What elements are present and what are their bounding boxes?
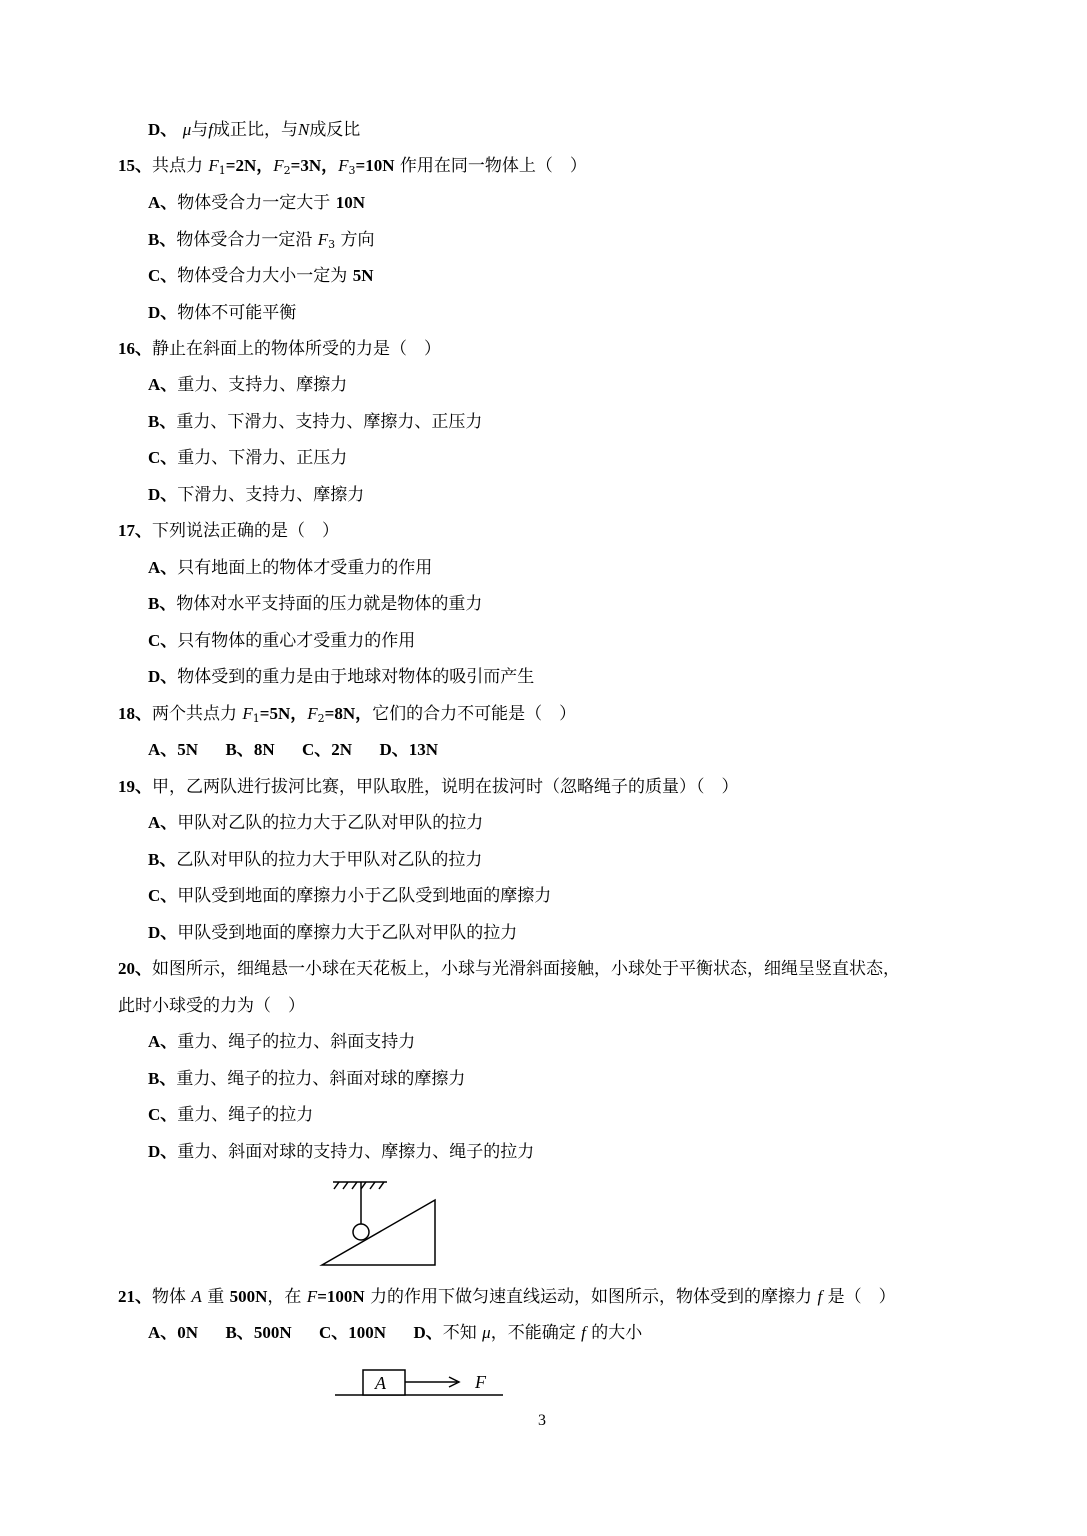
value: =5N，	[259, 704, 308, 723]
stem-text: 如图所示，细绳悬一小球在天花板上，小球与光滑斜面接触，小球处于平衡状态，细绳呈竖直状态，	[152, 959, 900, 979]
option-label: C、	[148, 448, 178, 467]
option-text: 甲队受到地面的摩擦力小于乙队受到地面的摩擦力	[177, 886, 552, 906]
q19-option-d	[148, 921, 517, 945]
q16-stem	[118, 337, 441, 361]
q20-figure-incline	[315, 1172, 445, 1270]
question-number: 18、	[118, 704, 152, 723]
q20-stem-line2	[118, 994, 305, 1018]
option-label: B、	[148, 412, 177, 431]
stem-text: 力的作用下做匀速直线运动，如图所示，物体受到的摩擦力	[364, 1287, 818, 1307]
option-label: D、	[413, 1323, 443, 1342]
question-number: 20、	[118, 959, 152, 978]
option-text: 方向	[335, 230, 375, 250]
option-label: D、	[148, 1142, 178, 1161]
option-text: 不知	[442, 1323, 483, 1343]
value: =3N，	[290, 156, 339, 175]
force-symbol: F	[307, 704, 318, 723]
option-text: 物体不可能平衡	[177, 303, 297, 323]
stem-text: 此时小球受的力为（ ）	[118, 996, 305, 1016]
subscript: 1	[252, 712, 260, 725]
option-label: C、	[148, 266, 178, 285]
force-symbol: F	[306, 1287, 318, 1306]
option-text: 重力、绳子的拉力	[177, 1105, 314, 1125]
option-label: B、	[148, 850, 177, 869]
option-text: 物体受合力一定沿	[176, 230, 318, 250]
question-number: 15、	[118, 156, 152, 175]
option-label: A、	[148, 813, 178, 832]
subscript: 2	[317, 712, 325, 725]
q15-option-d	[148, 301, 296, 325]
subscript: 1	[218, 164, 226, 177]
option-label: C、	[302, 740, 332, 759]
q21-options	[148, 1321, 642, 1345]
stem-text: ，在	[267, 1287, 307, 1307]
option-label: D、	[148, 303, 178, 322]
option-text: 物体受合力大小一定为	[177, 266, 353, 286]
option-label: B、	[148, 594, 177, 613]
option-label: A、	[148, 1032, 178, 1051]
q19-option-b	[148, 848, 482, 872]
q18-stem	[118, 702, 576, 726]
force-symbol: F	[338, 156, 349, 175]
q16-option-b	[148, 410, 482, 434]
option-text: 的大小	[585, 1323, 643, 1343]
option-label: B、	[225, 1323, 254, 1342]
q19-option-c	[148, 884, 551, 908]
q21-stem	[118, 1285, 896, 1309]
stem-text: 静止在斜面上的物体所受的力是（ ）	[152, 339, 441, 359]
option-text: 重力、下滑力、支持力、摩擦力、正压力	[176, 412, 483, 432]
option-label: D、	[148, 923, 178, 942]
option-text: 物体对水平支持面的压力就是物体的重力	[176, 594, 483, 614]
value: =10N	[355, 156, 395, 175]
option-label: D、	[148, 667, 178, 686]
stem-text: 作用在同一物体上（ ）	[394, 156, 587, 176]
mu-symbol: μ	[482, 1323, 491, 1342]
incline	[322, 1200, 435, 1265]
option-label: B、	[225, 740, 254, 759]
q17-option-c	[148, 629, 415, 653]
option-label: A、	[148, 375, 178, 394]
q15-option-b	[148, 228, 375, 252]
option-value: 500N	[253, 1323, 292, 1342]
f-symbol: f	[208, 120, 213, 139]
question-number: 21、	[118, 1287, 152, 1306]
option-text: 下滑力、支持力、摩擦力	[177, 485, 365, 505]
q17-option-b	[148, 592, 482, 616]
subscript: 2	[283, 164, 291, 177]
option-text: 重力、绳子的拉力、斜面支持力	[177, 1032, 416, 1052]
option-text: 成正比，与	[212, 120, 298, 140]
object-symbol: A	[191, 1287, 202, 1306]
value: =8N，	[324, 704, 373, 723]
f-symbol: f	[581, 1323, 586, 1342]
option-label: B、	[148, 1069, 177, 1088]
q16-option-d	[148, 483, 364, 507]
force-symbol: F	[208, 156, 219, 175]
option-label: C、	[148, 1105, 178, 1124]
option-text: 乙队对甲队的拉力大于甲队对乙队的拉力	[176, 850, 483, 870]
q17-stem	[118, 519, 339, 543]
f-symbol: f	[817, 1287, 823, 1306]
option-label: A、	[148, 558, 178, 577]
option-text: 重力、绳子的拉力、斜面对球的摩擦力	[176, 1069, 466, 1089]
option-label: D、	[379, 740, 409, 759]
q20-option-d	[148, 1140, 534, 1164]
q14-option-d	[148, 118, 360, 142]
page-number: 3	[538, 1412, 546, 1429]
option-value: 100N	[348, 1323, 387, 1342]
option-value: 13N	[408, 740, 439, 759]
subscript: 3	[328, 238, 336, 251]
value: 500N	[229, 1287, 268, 1306]
option-text: 只有地面上的物体才受重力的作用	[177, 558, 433, 578]
option-value: 2N	[331, 740, 353, 759]
value: =2N，	[225, 156, 274, 175]
option-label: C、	[319, 1323, 349, 1342]
stem-text: 共点力	[152, 156, 209, 176]
q18-options	[148, 738, 438, 762]
force-symbol: F	[317, 230, 329, 249]
option-value: 5N	[177, 740, 199, 759]
value: 10N	[335, 193, 365, 212]
option-text: ，不能确定	[490, 1323, 582, 1343]
q20-option-b	[148, 1067, 465, 1091]
option-text: 甲队受到地面的摩擦力大于乙队对甲队的拉力	[177, 923, 518, 943]
q17-option-a	[148, 556, 432, 580]
q17-option-d	[148, 665, 534, 689]
option-text: 与	[191, 120, 209, 140]
q15-option-c	[148, 264, 373, 288]
question-number: 19、	[118, 777, 152, 796]
option-value: 0N	[177, 1323, 199, 1342]
option-text: 成反比	[309, 120, 361, 140]
option-text: 只有物体的重心才受重力的作用	[177, 631, 416, 651]
option-text: 重力、斜面对球的支持力、摩擦力、绳子的拉力	[177, 1142, 535, 1162]
q16-option-c	[148, 446, 347, 470]
ball	[353, 1224, 369, 1240]
option-label: C、	[148, 631, 178, 650]
option-label: A、	[148, 193, 178, 212]
option-text: 重力、支持力、摩擦力	[177, 375, 348, 395]
stem-text: 重	[201, 1287, 230, 1307]
question-number: 17、	[118, 521, 152, 540]
question-number: 16、	[118, 339, 152, 358]
q15-option-a	[148, 191, 365, 215]
value: =100N	[317, 1287, 365, 1306]
option-text: 物体受合力一定大于	[177, 193, 336, 213]
subscript: 3	[348, 164, 356, 177]
mu-symbol: μ	[182, 120, 192, 139]
option-text: 物体受到的重力是由于地球对物体的吸引而产生	[177, 667, 535, 687]
force-label: F	[475, 1372, 486, 1392]
stem-text: 两个共点力	[152, 704, 243, 724]
q16-option-a	[148, 373, 347, 397]
stem-text: 下列说法正确的是（ ）	[152, 521, 339, 541]
option-label: C、	[148, 886, 178, 905]
stem-text: 物体	[152, 1287, 192, 1307]
stem-text: 它们的合力不可能是（ ）	[372, 704, 577, 724]
q20-option-c	[148, 1103, 313, 1127]
option-label: D、	[148, 485, 178, 504]
q20-option-a	[148, 1030, 415, 1054]
option-label: D、	[148, 120, 178, 139]
q15-stem	[118, 154, 587, 178]
option-value: 8N	[253, 740, 275, 759]
force-symbol: F	[273, 156, 284, 175]
q21-figure-block	[333, 1364, 508, 1400]
option-label: A、	[148, 740, 178, 759]
value: 5N	[352, 266, 374, 285]
stem-text: 是（ ）	[822, 1287, 896, 1307]
q20-stem-line1	[118, 957, 900, 981]
n-symbol: N	[297, 120, 310, 139]
block-label: A	[375, 1373, 386, 1393]
stem-text: 甲，乙两队进行拔河比赛，甲队取胜，说明在拔河时（忽略绳子的质量）（ ）	[152, 777, 739, 797]
option-text: 甲队对乙队的拉力大于乙队对甲队的拉力	[177, 813, 484, 833]
q19-option-a	[148, 811, 483, 835]
option-label: A、	[148, 1323, 178, 1342]
force-symbol: F	[242, 704, 253, 723]
option-text: 重力、下滑力、正压力	[177, 448, 348, 468]
option-label: B、	[148, 230, 177, 249]
q19-stem	[118, 775, 739, 799]
